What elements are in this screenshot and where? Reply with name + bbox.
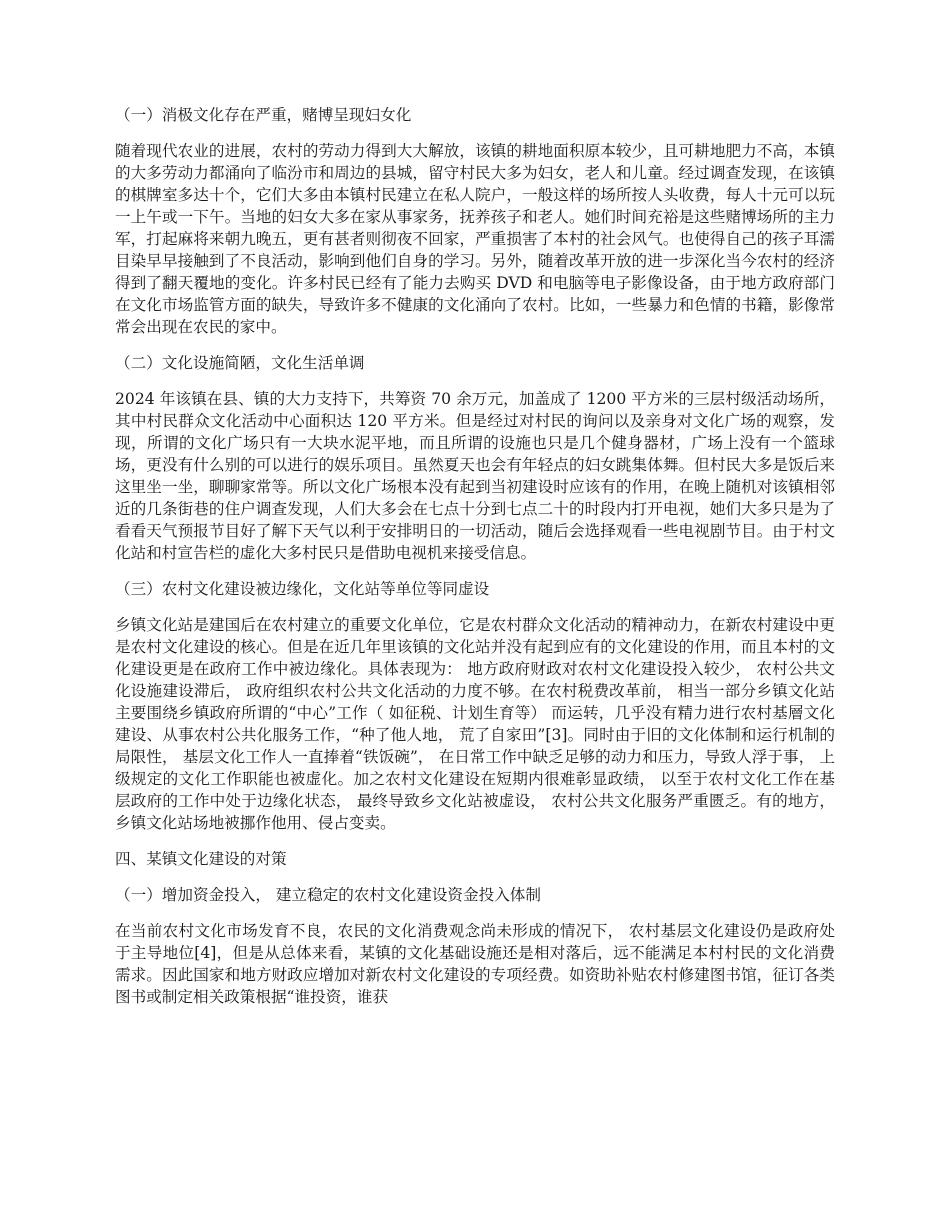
paragraph-3: 乡镇文化站是建国后在农村建立的重要文化单位，它是农村群众文化活动的精神动力，在新农村建设中更是农村文化建设的核心。但是在近几年里该镇的文化站并没有起到应有的文化建设的作用，而且本村的文化建设更是在政府工作中被边缘化。具体表现为： 地方政府财政对农村文化建设投入较少， 农村公共文化设施建设滞后， 政府组织农村公共文化活动的力度不够。在农村税费改革前， 相当一部分乡镇文化站主要围绕乡镇政府所谓的“中心”工作（ 如征税、计划生育等） 而运转，几乎没有精力进行农村基層文化建设、从事农村公共化服务工作，“种了他人地， 荒了自家田”[3]。同时由于旧的文化体制和运行机制的局限性， 基层文化工作人一直捧着“铁饭碗”， 在日常工作中缺乏足够的动力和压力，导致人浮于事， 上级规定的文化工作职能也被虚化。加之农村文化建设在短期内很难彰显政绩， 以至于农村文化工作在基层政府的工作中处于边缘化状态， 最终导致乡文化站被虚设， 农村公共文化服务严重匮乏。有的地方， 乡镇文化站场地被挪作他用、侵占变卖。 <box>115 616 835 832</box>
section-heading-1: （一）消极文化存在严重，赌博呈现妇女化 <box>115 106 412 124</box>
section-heading-2: （二）文化设施简陋，文化生活单调 <box>115 354 365 372</box>
paragraph-1: 随着现代农业的进展，农村的劳动力得到大大解放，该镇的耕地面积原本较少，且可耕地肥力不高，本镇的大多劳动力都涌向了临汾市和周边的县城，留守村民大多为妇女，老人和儿童。经过调查发现，在该镇的棋牌室多达十个，它们大多由本镇村民建立在私人院户，一般这样的场所按人头收费，每人十元可以玩一上午或一下午。当地的妇女大多在家从事家务，抚养孩子和老人。她们时间充裕是这些赌博场所的主力军，打起麻将来朝九晚五，更有甚者则彻夜不回家，严重损害了本村的社会风气。也使得自己的孩子耳濡目染早早接触到了不良活动，影响到他们自身的学习。另外，随着改革开放的进一步深化当今农村的经济得到了翻天覆地的变化。许多村民已经有了能力去购买 DVD 和电脑等电子影像设备，由于地方政府部门在文化市场监管方面的缺失，导致许多不健康的文化涌向了农村。比如，一些暴力和色情的书籍，影像常常会出现在农民的家中。 <box>115 142 835 336</box>
paragraph-2: 2024 年该镇在县、镇的大力支持下，共筹资 70 余万元，加盖成了 1200 平方米的三层村级活动场所，其中村民群众文化活动中心面积达 120 平方米。但是经过对村民的询问以及亲身对文化广场的观察，发现，所谓的文化广场只有一大块水泥平地，而且所谓的设施也只是几个健身器材，广场上没有一个篮球场，更没有什么别的可以进行的娱乐项目。虽然夏天也会有年轻点的妇女跳集体舞。但村民大多是饭后来这里坐一坐，聊聊家常等。所以文化广场根本没有起到当初建设时应该有的作用，在晚上随机对该镇相邻近的几条街巷的住户调查发现，人们大多会在七点十分到七点二十的时段内打开电视，她们大多只是为了看看天气预报节目好了解下天气以利于安排明日的一切活动，随后会选择观看一些电视剧节目。由于村文化站和村宣告栏的虚化大多村民只是借助电视机来接受信息。 <box>115 390 835 562</box>
chapter-heading-4: 四、某镇文化建设的对策 <box>115 850 287 868</box>
section-heading-3: （三）农村文化建设被边缘化，文化站等单位等同虚设 <box>115 580 490 598</box>
document-body <box>115 104 835 1022</box>
paragraph-4: 在当前农村文化市场发育不良，农民的文化消费观念尚未形成的情况下， 农村基层文化建设仍是政府处于主导地位[4]，但是从总体来看，某镇的文化基础设施还是相对落后，远不能满足本村村民的文化消费需求。因此国家和地方财政应增加对新农村文化建设的专项经费。如资助补贴农村修建图书馆，征订各类图书或制定相关政策根据“谁投资，谁获 <box>115 922 835 1006</box>
section-heading-4-1: （一）增加资金投入， 建立稳定的农村文化建设资金投入体制 <box>115 886 541 904</box>
